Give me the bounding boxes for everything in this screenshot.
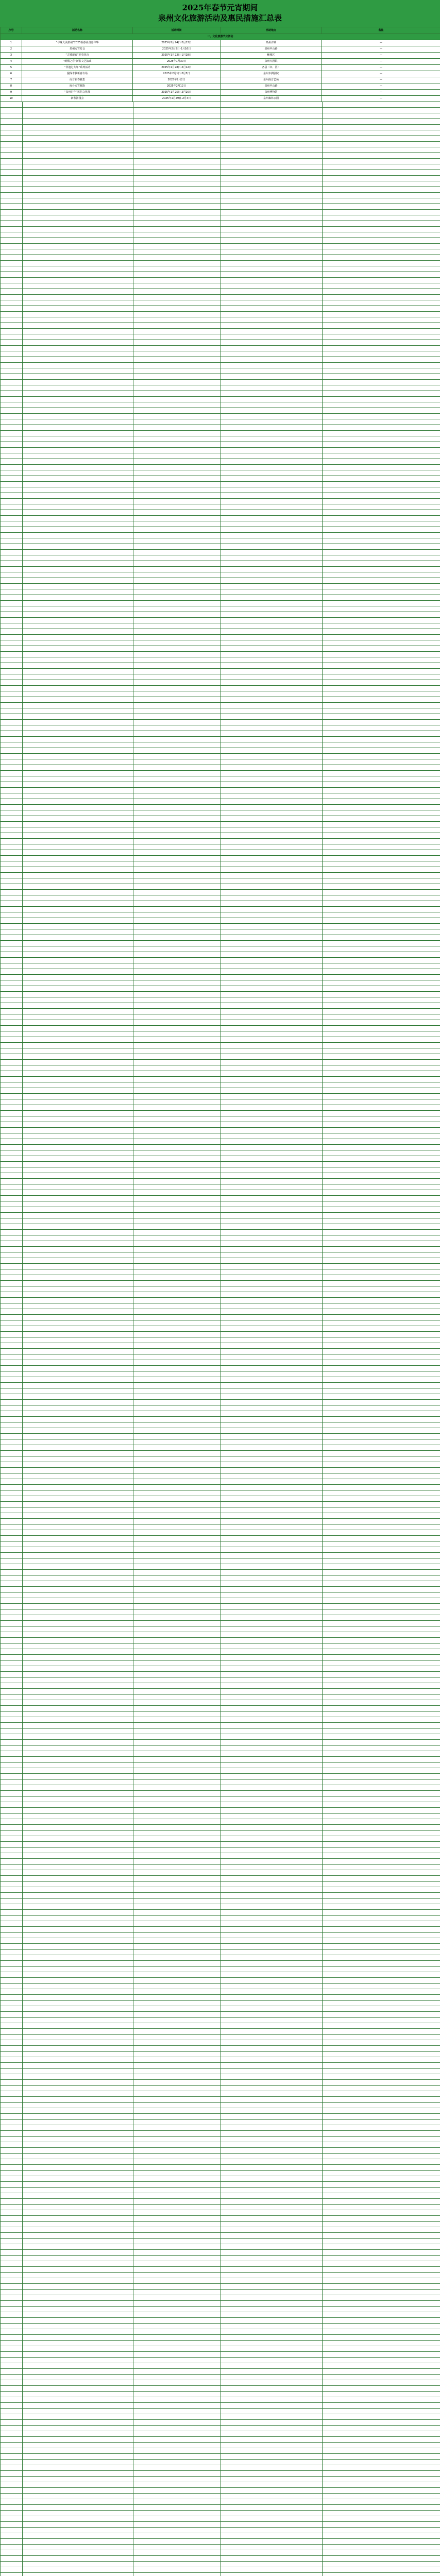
cell-name: 泉州元宵灯会 [22,46,133,53]
cell-name: 新春游园会 [22,96,133,102]
cell-place: 各县（市、区） [221,65,322,71]
cell-no: 6 [1,71,22,77]
table-row [1,90,440,96]
document-title-line2: 泉州文化旅游活动及惠民措施汇总表 [158,13,282,23]
cell-no: 3 [1,53,22,59]
cell-time: 2025年2月12日 [133,83,221,90]
cell-no: 7 [1,77,22,83]
section-title: 一、文化旅游节庆活动 [1,34,440,40]
cell-place: 泉州古城 [221,40,322,46]
cell-name: “古城新春”迎春花市 [22,53,133,59]
cell-note: — [322,77,440,83]
column-divider [322,102,323,2576]
cell-name: “刺桐之春”新春文艺演出 [22,59,133,65]
cell-name: “寻味大美泉州”2025新春美食嘉年华 [22,40,133,46]
cell-name: 闽台元宵踩街 [22,83,133,90]
column-header-name: 活动名称 [22,27,133,34]
column-header-no: 序号 [1,27,22,34]
cell-no: 10 [1,96,22,102]
table-row [1,59,440,65]
activity-table [0,27,440,102]
table-row [1,40,440,46]
cell-time: 2025年2月1日-2月5日 [133,71,221,77]
cell-time: 2025年1月28日-2月12日 [133,65,221,71]
cell-place: 泉州博物馆 [221,90,322,96]
cell-time: 2025年1月24日-2月12日 [133,40,221,46]
table-row [1,96,440,102]
table-row [1,83,440,90]
cell-place: 泉州森林公园 [221,96,322,102]
cell-time: 2025年1月25日-2月20日 [133,90,221,96]
table-row [1,71,440,77]
cell-note: — [322,83,440,90]
cell-name: “泉州过年”民俗文化展 [22,90,133,96]
cell-time: 2025年1月29日-2月4日 [133,96,221,102]
cell-no: 1 [1,40,22,46]
title-block [0,0,440,27]
cell-time: 2025年1月30日 [133,59,221,65]
cell-place: 泉州中山路 [221,83,322,90]
cell-no: 5 [1,65,22,71]
cell-no: 4 [1,59,22,65]
cell-no: 9 [1,90,22,96]
cell-note: — [322,46,440,53]
cell-name: 南音新春雅集 [22,77,133,83]
section-header-row [1,34,440,40]
table-row [1,46,440,53]
cell-place: 鲤城区 [221,53,322,59]
cell-time: 2025年1月22日-1月28日 [133,53,221,59]
column-header-place: 活动地点 [221,27,322,34]
cell-place: 泉州中山路 [221,46,322,53]
table-row [1,65,440,71]
cell-time: 2025年2月2日 [133,77,221,83]
cell-note: — [322,90,440,96]
table-row [1,53,440,59]
cell-name: 提线木偶新春专场 [22,71,133,77]
table-header-row [1,27,440,34]
cell-time: 2025年2月5日-2月16日 [133,46,221,53]
column-divider [22,102,23,2576]
cell-no: 8 [1,83,22,90]
cell-note: — [322,96,440,102]
cell-note: — [322,59,440,65]
cell-note: — [322,65,440,71]
cell-place: 泉州南音艺苑 [221,77,322,83]
cell-note: — [322,71,440,77]
column-header-time: 活动时间 [133,27,221,34]
document-title-line1: 2025年春节元宵期间 [182,3,258,12]
cell-place: 泉州木偶剧院 [221,71,322,77]
cell-note: — [322,40,440,46]
cell-place: 泉州大剧院 [221,59,322,65]
table-row [1,77,440,83]
cell-note: — [322,53,440,59]
cell-name: “非遗过大年”系列活动 [22,65,133,71]
column-header-note: 备注 [322,27,440,34]
table-continuation [0,102,440,2576]
cell-no: 2 [1,46,22,53]
